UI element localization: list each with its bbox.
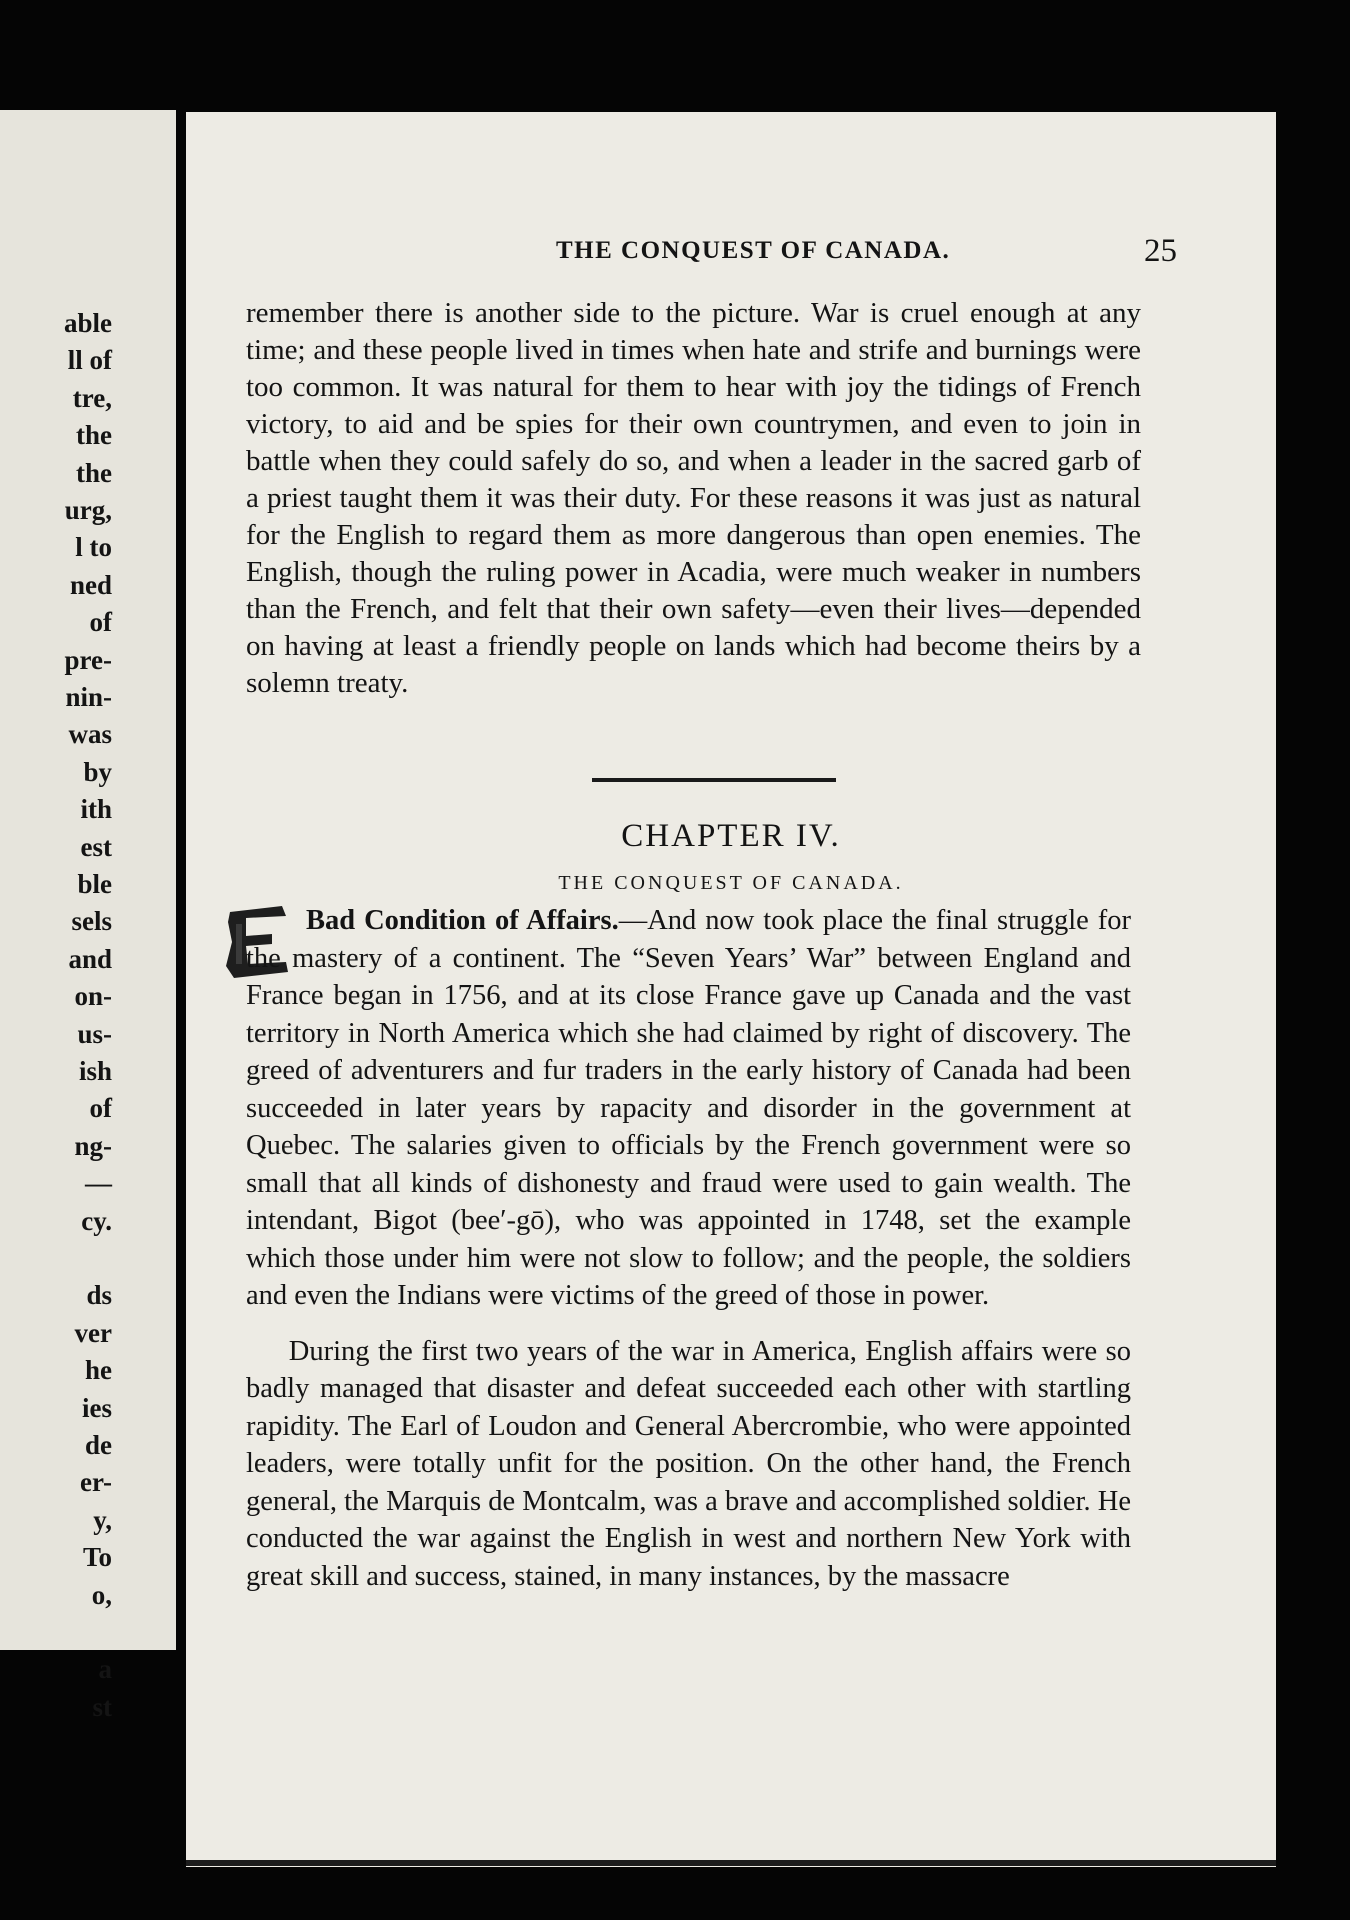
left-page-line: a	[98, 1654, 112, 1685]
left-page-line: tre,	[72, 382, 112, 413]
left-page-line: er-	[80, 1467, 112, 1498]
left-page-line: was	[68, 719, 112, 750]
left-page-line: l to	[75, 532, 112, 563]
left-page-line: urg,	[64, 495, 112, 525]
chapter-title: THE CONQUEST OF CANADA.	[558, 872, 904, 894]
left-page-line: ll of	[67, 345, 112, 376]
left-page-line: ds	[86, 1280, 112, 1311]
left-page-line: the	[76, 420, 112, 451]
left-page-line: sels	[71, 906, 112, 937]
left-page-line: and	[68, 943, 112, 974]
left-page-line: of	[89, 1093, 112, 1124]
left-page-line	[52, 1615, 112, 1649]
left-page-line: cy.	[81, 1205, 112, 1236]
section-divider	[592, 778, 836, 782]
left-page-line: by	[83, 756, 112, 787]
left-page-line: ng-	[74, 1130, 112, 1161]
chapter-body	[246, 902, 1131, 1595]
left-page-line: of	[89, 607, 112, 638]
paragraph-bad-condition	[246, 902, 1131, 1315]
left-page-line: ver	[74, 1317, 112, 1348]
book-page	[186, 112, 1276, 1867]
left-page-line: us-	[77, 1018, 112, 1049]
left-page-line: on-	[74, 981, 112, 1012]
running-title: THE CONQUEST OF CANADA.	[556, 237, 951, 264]
page-bottom-edge	[186, 1860, 1276, 1866]
page-header	[186, 233, 1276, 277]
left-page-line: o,	[91, 1579, 112, 1610]
left-page-line: ies	[82, 1392, 112, 1423]
left-page-line: pre-	[64, 644, 112, 675]
left-page-line: y,	[93, 1504, 112, 1535]
left-page-line: ith	[80, 794, 112, 825]
opening-paragraph: remember there is another side to the picture. War is cruel enough at any time; and these people lived in times when hate and strife and burnings were too common. It was natural for them to hear with joy the tidings of French victory, to aid and be spies for their own countrymen, and even to join in battle when they could safely do so, and when a leader in the sacred garb of a priest taught them it was their duty. For these reasons it was just as natural for the English to regard them as more dangerous than open enemies. The English, though the ruling power in Acadia, were much weaker in numbers than the French, and felt that their own safety—even their lives—depended on having at least a friendly people on lands which had become theirs by a solemn treaty.	[246, 297, 1141, 699]
page-number: 25	[1144, 233, 1177, 269]
left-page-line: ble	[77, 869, 112, 899]
paragraph-war-in-america: During the first two years of the war in America, English affairs were so badly managed that disaster and defeat succeeded each other with startling rapidity. The Earl of Loudon and General Abercrombie, who were appointed leaders, were totally unfit for the position. On the other hand, the French general, the Marquis de Montcalm, was a brave and accomplished soldier. He conducted the war against the English in west and northern New York with great skill and success, stained, in many instances, by the massacre	[246, 1335, 1131, 1592]
left-page-line: nin-	[65, 682, 112, 712]
left-page-line: est	[80, 831, 112, 862]
left-page-line: the	[76, 457, 112, 488]
side-heading: Bad Condition of Affairs.	[306, 905, 619, 936]
left-page-line: st	[92, 1691, 112, 1722]
left-page-line: —	[85, 1168, 112, 1199]
left-page-line: de	[85, 1430, 112, 1460]
left-page-fragment	[0, 110, 176, 1722]
left-page-line: he	[85, 1355, 112, 1386]
left-page-line: ned	[69, 569, 112, 600]
chapter-number: CHAPTER IV.	[621, 818, 841, 854]
paragraph-text: —And now took place the final struggle for the mastery of a continent. The “Seven Years’ War” between England and France began in 1756, and at its close France gave up Canada and the vast territory in North America which she had claimed by right of discovery. The greed of adventurers and fur traders in the early history of Canada had been succeeded in later years by rapacity and disorder in the government at Quebec. The salaries given to officials by the French government were so small that all kinds of dishonesty and fraud were used to gain wealth. The intendant, Bigot (bee′-gō), who was appointed in 1748, set the example which those under him were not slow to follow; and the people, the soldiers and even the Indians were victims of the greed of those in power.	[246, 905, 1131, 1311]
left-page-line: able	[63, 308, 112, 338]
left-page-line: To	[82, 1542, 112, 1573]
left-page-line: ish	[78, 1056, 112, 1086]
left-page-line	[52, 1241, 112, 1275]
